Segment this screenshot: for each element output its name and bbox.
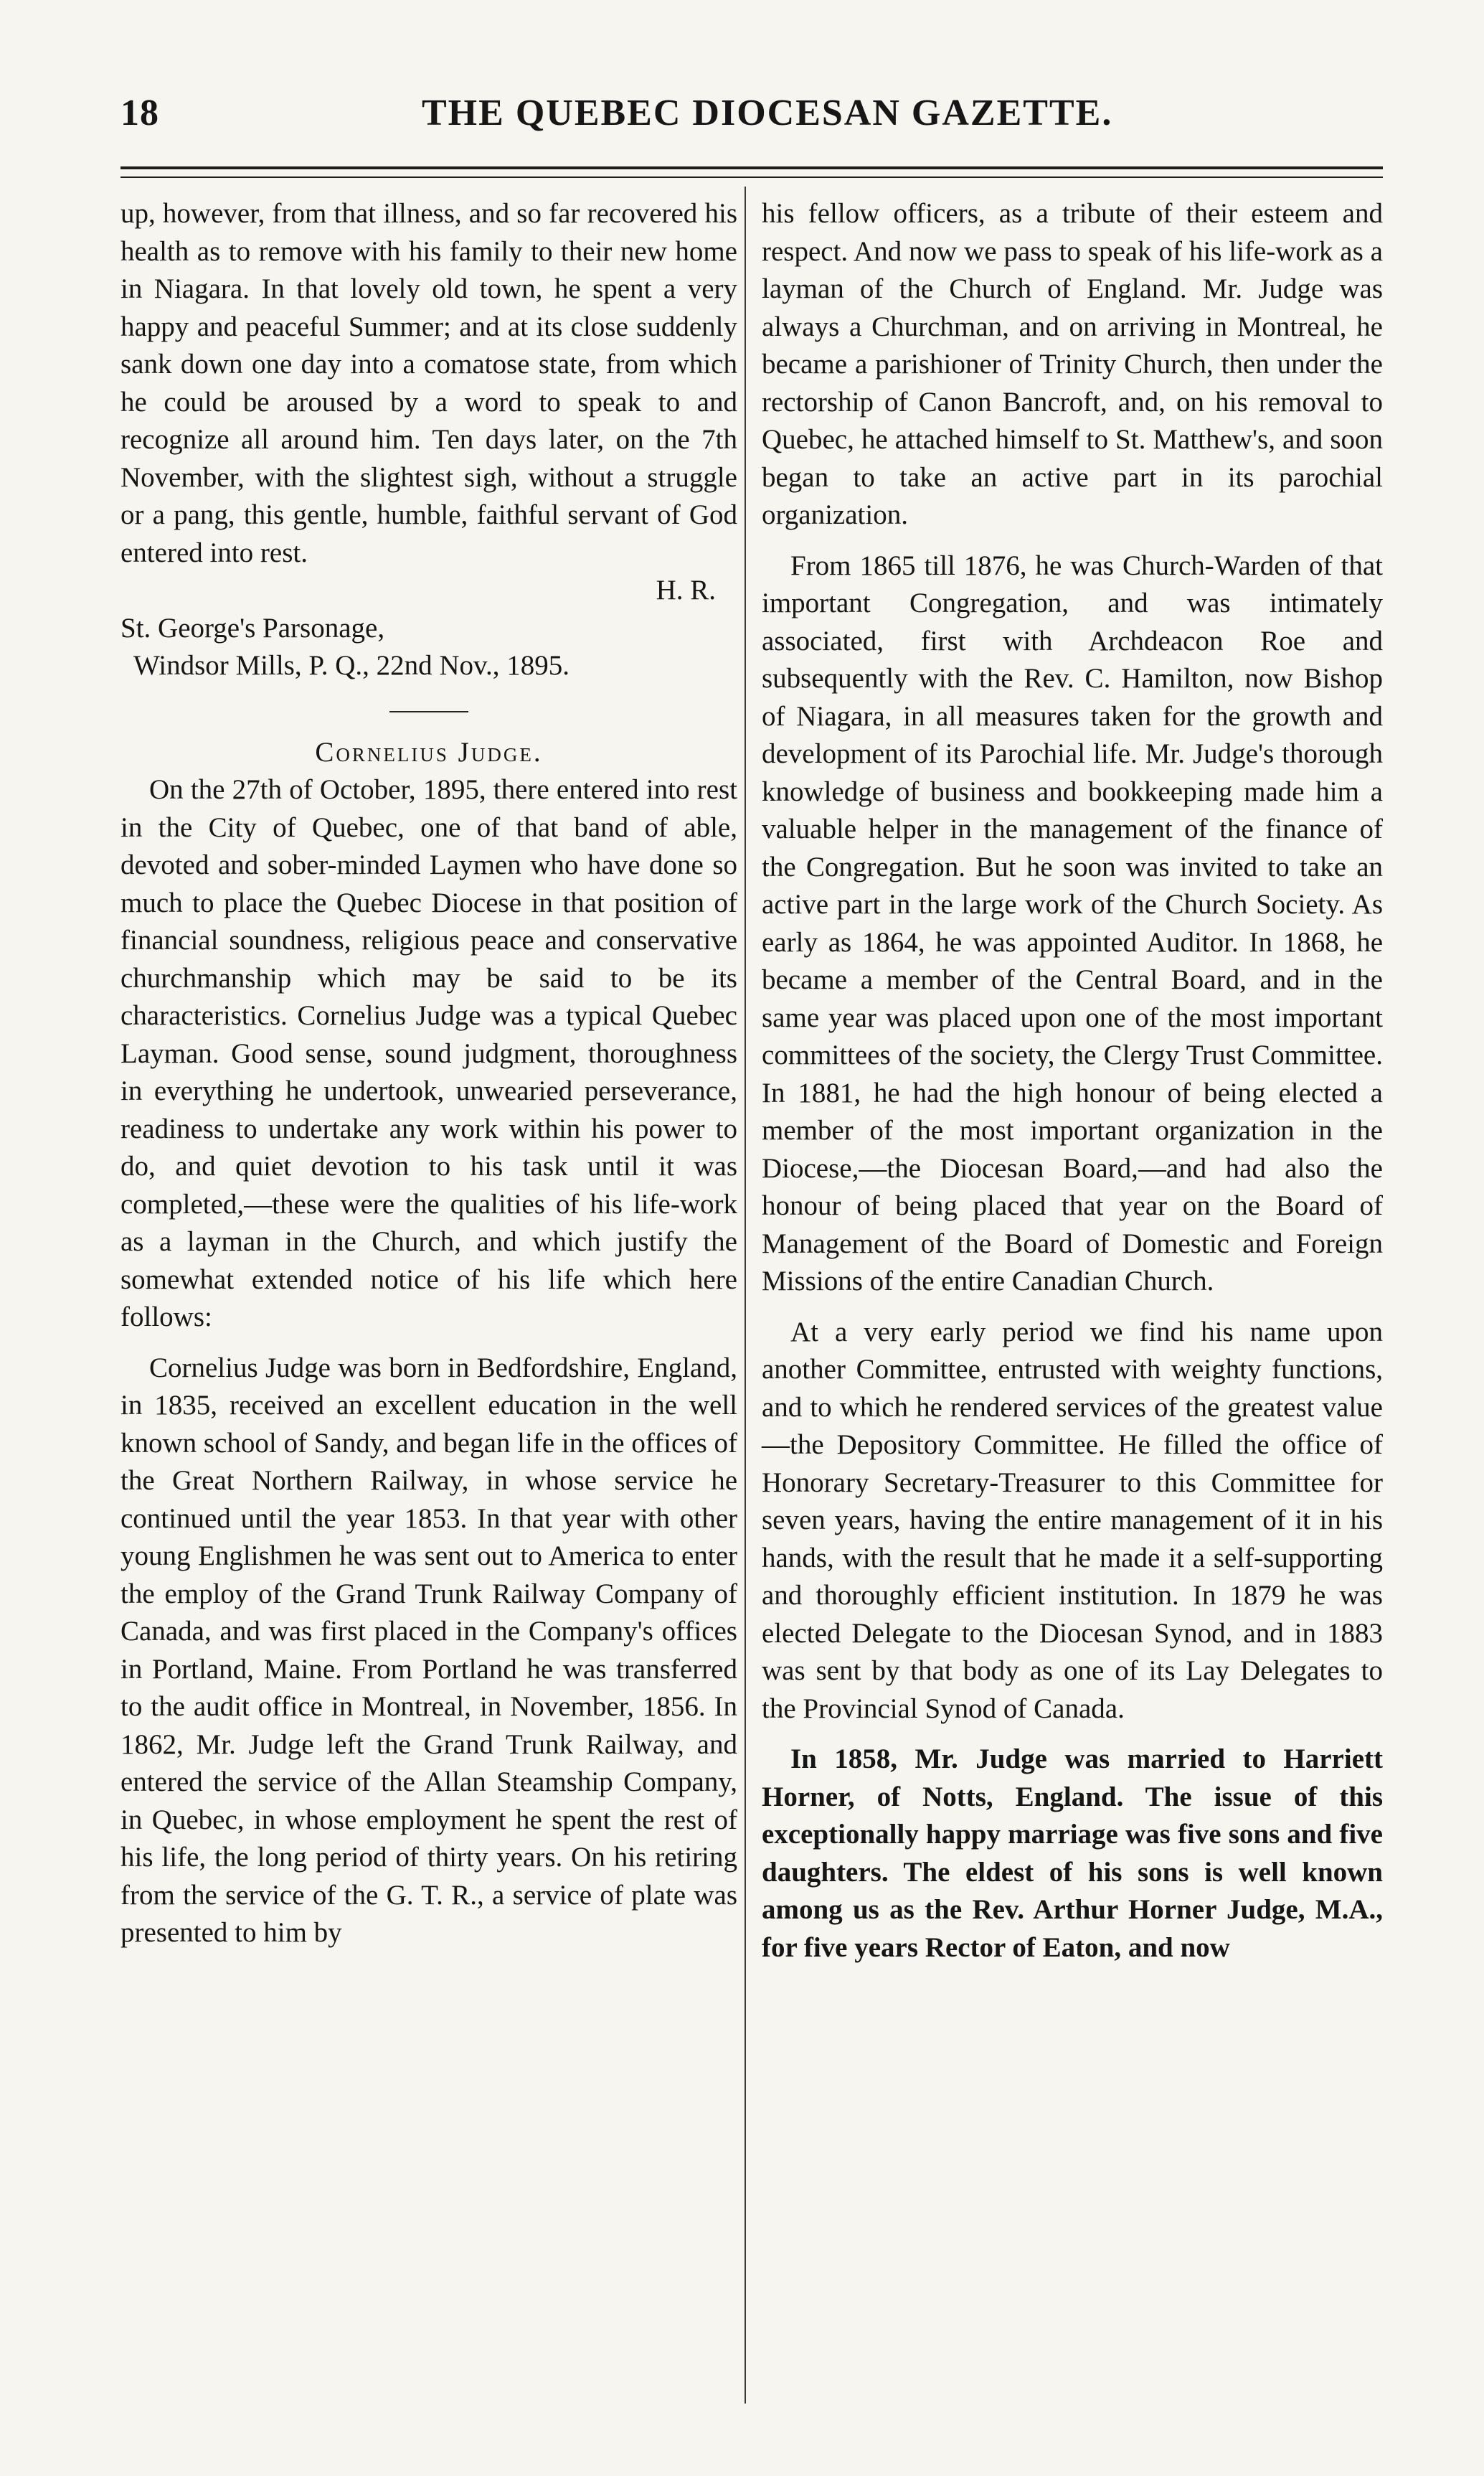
page-number: 18 xyxy=(120,93,159,133)
section-divider xyxy=(389,711,468,712)
paragraph: At a very early period we find his name upon another Committee, entrusted with weighty functions, and to which he rendered services of the greatest value—the Depository Committee. He filled the office of Honorary Secretary-Treasurer to this Committee for seven years, having the entire management of it in his hands, with the result that he made it a self-supporting and thoroughly efficient institution. In 1879 he was elected Delegate to the Diocesan Synod, and in 1883 was sent by that body as one of its Lay Delegates to the Provincial Synod of Canada. xyxy=(762,1316,1383,1724)
left-column xyxy=(120,195,737,1952)
page-header xyxy=(120,92,1383,156)
right-column xyxy=(762,195,1383,1967)
column-divider xyxy=(745,187,746,2404)
dateline-place: St. George's Parsonage, xyxy=(120,612,385,644)
paragraph: In 1858, Mr. Judge was married to Harriett Horner, of Notts, England. The issue of this exceptionally happy marriage was five sons and five daughters. The eldest of his sons is well known among us as the Rev. Arthur Horner Judge, M.A., for five years Rector of Eaton, and now xyxy=(762,1743,1383,1963)
publication-title: THE QUEBEC DIOCESAN GAZETTE. xyxy=(422,93,1113,133)
paragraph: From 1865 till 1876, he was Church-Warden of that important Congregation, and was intimately associated, first with Archdeacon Roe and subsequently with the Rev. C. Hamilton, now Bishop of Niagara, in all measures taken for the growth and development of its Parochial life. Mr. Judge's thorough knowledge of business and bookkeeping made him a valuable helper in the management of the finance of the Congregation. But he soon was invited to take an active part in the large work of the Church Society. As early as 1864, he was appointed Auditor. In 1868, he became a member of the Central Board, and in the same year was placed upon one of the most important committees of the society, the Clergy Trust Committee. In 1881, he had the high honour of being elected a member of the most important organization in the Diocese,—the Diocesan Board,—and had also the honour of being placed that year on the Board of Management of the Board of Domestic and Foreign Missions of the entire Canadian Church. xyxy=(762,550,1383,1296)
dateline-date: Windsor Mills, P. Q., 22nd Nov., 1895. xyxy=(133,650,570,681)
section-heading: Cornelius Judge. xyxy=(315,736,543,768)
header-rule xyxy=(120,166,1383,178)
paragraph: his fellow officers, as a tribute of their esteem and respect. And now we pass to speak of his life-work as a layman of the Church of England. Mr. Judge was always a Churchman, and on arriving in Montreal, he became a parishioner of Trinity Church, then under the rectorship of Canon Bancroft, and, on his removal to Quebec, he attached himself to St. Matthew's, and soon began to take an active part in its parochial organization. xyxy=(762,198,1383,530)
paragraph: up, however, from that illness, and so far recovered his health as to remove with his family to their new home in Niagara. In that lovely old town, he spent a very happy and peaceful Summer; and at its close suddenly sank down one day into a comatose state, from which he could be aroused by a word to speak to and recognize all around him. Ten days later, on the 7th November, with the slightest sigh, without a struggle or a pang, this gentle, humble, faithful servant of God entered into rest. xyxy=(120,198,737,568)
author-initials: H. R. xyxy=(656,575,716,606)
paragraph: Cornelius Judge was born in Bedfordshire, England, in 1835, received an excellent education in the well known school of Sandy, and began life in the offices of the Great Northern Railway, in whose service he continued until the year 1853. In that year with other young Englishmen he was sent out to America to enter the employ of the Grand Trunk Railway Company of Canada, and was first placed in the Company's offices in Portland, Maine. From Portland he was transferred to the audit office in Montreal, in November, 1856. In 1862, Mr. Judge left the Grand Trunk Railway, and entered the service of the Allan Steamship Company, in Quebec, in whose employment he spent the rest of his life, the long period of thirty years. On his retiring from the service of the G. T. R., a service of plate was presented to him by xyxy=(120,1352,737,1948)
paragraph: On the 27th of October, 1895, there entered into rest in the City of Quebec, one of that band of able, devoted and sober-minded Laymen who have done so much to place the Quebec Diocese in that position of financial soundness, religious peace and conservative churchmanship which may be said to be its characteristics. Cornelius Judge was a typical Quebec Layman. Good sense, sound judgment, thoroughness in everything he undertook, unwearied perseverance, readiness to undertake any work within his power to do, and quiet devotion to his task until it was completed,—these were the qualities of his life-work as a layman in the Church, and which justify the somewhat extended notice of his life which here follows: xyxy=(120,774,737,1332)
